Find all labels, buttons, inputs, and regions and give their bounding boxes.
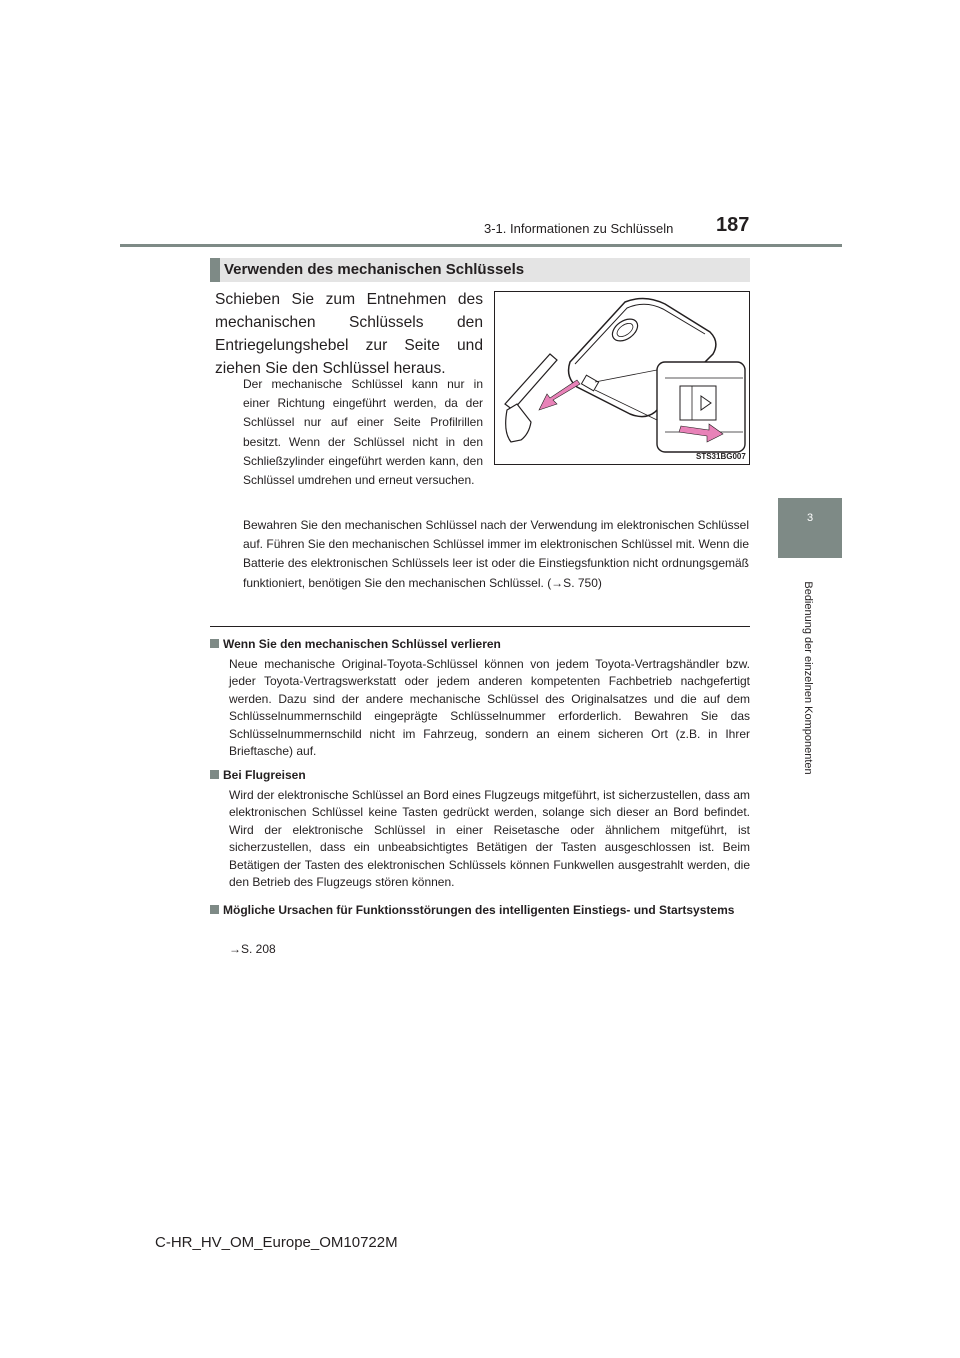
chapter-title: Bedienung der einzelnen Komponenten [802, 581, 814, 775]
bullet-square-icon [210, 639, 219, 648]
figure-code: STS31BG007 [696, 452, 746, 461]
key-head-icon [506, 404, 531, 442]
note-paragraph: Der mechanische Schlüssel kann nur in einer Richtung eingeführt werden, da der Schlüssel nur auf einer Seite Profilrillen besitzt. Wenn der Schlüssel nicht in den Schließzylinder eingeführt werden kann, den Schlüssel umdrehen und erneut versuchen. [243, 377, 483, 488]
section-title: Verwenden des mechanischen Schlüssels [224, 261, 525, 278]
key-illustration [494, 291, 750, 465]
chapter-tab [778, 498, 842, 558]
bullet-body-flights: Wird der elektronische Schlüssel an Bord eines Flugzeugs mitgeführt, ist sicherzustellen, dass am elektronischen Schlüssel keine Tasten gedrückt werden, solange sich dieser an Bord befindet. Wird der elektronische Schlüssel in einer Reisetasche oder ähnlichem mitgeführt, ist sicherzustellen, dass ein unbeabsichtigtes Betätigen der Tasten ausgeschlossen ist. Beim Betätigen der Tasten des elektronischen Schlüssels können Funkwellen ausgestrahlt werden, die den Betrieb des Flugzeugs stören können. [229, 788, 750, 890]
bullet-heading-text: Wenn Sie den mechanischen Schlüssel verlieren [223, 637, 501, 651]
storage-paragraph: Bewahren Sie den mechanischen Schlüssel nach der Verwendung im elektronischen Schlüssel auf. Führen Sie den mechanischen Schlüssel immer im elektronischen Schlüssel mit. Wenn die Batterie des elektronischen Schlüssels leer ist oder die Einstiegsfunktion nicht ordnungsgemäß funktioniert, benötigen Sie den mechanischen Schlüssel. (→S. 750) [243, 518, 749, 590]
header-divider [120, 244, 842, 247]
bullet-heading-lost-key [210, 637, 750, 652]
bullet-square-icon [210, 905, 219, 914]
pull-arrow-icon [539, 380, 580, 410]
title-accent [210, 258, 220, 282]
bullet-heading-text: Mögliche Ursachen für Funktionsstörungen des intelligenten Einstiegs- und Startsystems [223, 903, 735, 917]
document-footer: C-HR_HV_OM_Europe_OM10722M [155, 1234, 398, 1251]
bullet-body-lost-key: Neue mechanische Original-Toyota-Schlüssel können von jedem Toyota-Vertragshändler bzw. jeder Toyota-Vertragswerkstatt oder jedem anderen kompetenten Fachbetrieb nachgefertigt werden. Dazu sind der andere mechanische Schlüssel des Originalsatzes und die auf dem Schlüsselnummernschild eingeprägte Schlüsselnummer erforderlich. Bewahren Sie das Schlüsselnummernschild nicht im Fahrzeug, sondern an einem sicheren Ort (z.B. in Ihrer Brieftasche) auf. [229, 657, 750, 759]
page-number: 187 [716, 214, 750, 236]
bullet-square-icon [210, 770, 219, 779]
lead-paragraph: Schieben Sie zum Entnehmen des mechanischen Schlüssels den Entriegelungshebel zur Seite und ziehen Sie den Schlüssel heraus. [215, 291, 483, 377]
key-drawing [495, 292, 749, 464]
section-divider [210, 626, 750, 627]
bullet-heading-malfunction [210, 902, 750, 919]
bullet-body-malfunction[interactable]: →S. 208 [229, 942, 276, 956]
chapter-number: 3 [806, 512, 814, 524]
section-reference: 3-1. Informationen zu Schlüsseln [484, 221, 674, 236]
bullet-heading-flights [210, 768, 750, 783]
bullet-heading-text: Bei Flugreisen [223, 768, 306, 782]
